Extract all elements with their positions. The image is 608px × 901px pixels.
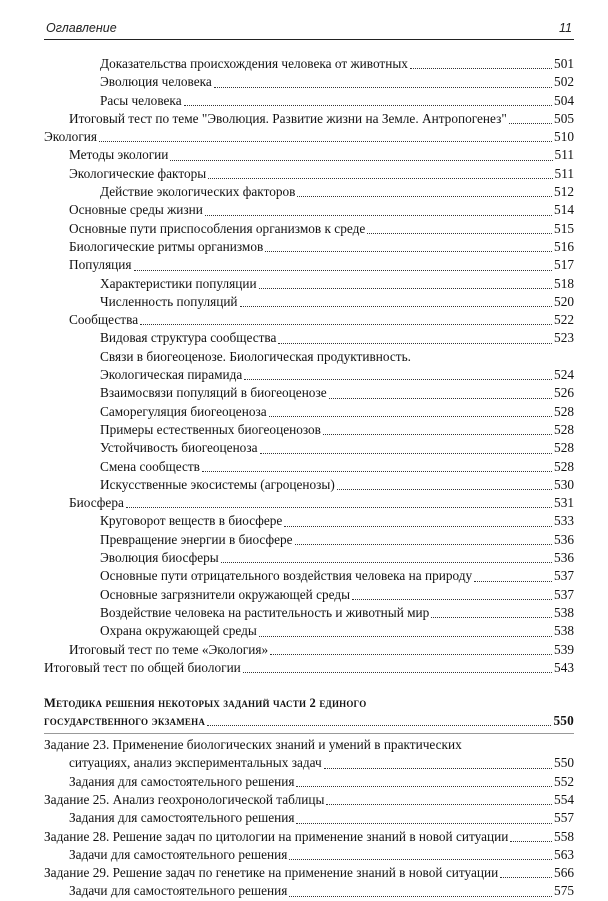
- toc-entry[interactable]: [44, 549, 574, 567]
- toc-entry-page: 505: [554, 110, 574, 126]
- toc-entry-text: Примеры естественных биогеоценозов: [100, 421, 321, 437]
- toc-entry-text: Основные загрязнители окружающей среды: [100, 586, 351, 602]
- toc-entry-page: 523: [554, 330, 574, 346]
- toc-entry-text: Основные пути отрицательного воздействия человека на природу: [100, 568, 473, 584]
- toc-leader-dots: [296, 823, 552, 824]
- toc-leader-dots: [259, 636, 552, 637]
- toc-entry-page: 536: [554, 550, 574, 566]
- toc-entry-page: 537: [554, 586, 574, 602]
- toc-leader-dots: [265, 251, 552, 252]
- toc-leader-dots: [269, 416, 552, 417]
- toc-entry-page: 557: [554, 810, 574, 826]
- toc-entry-page: 515: [554, 220, 574, 236]
- toc-group-evolution-ecology: [44, 55, 574, 348]
- toc-entry-text: Задание 29. Решение задач по генетике на применение знаний в новой ситуации: [44, 865, 499, 881]
- toc-entry-text-line2: ситуациях, анализ экспериментальных задач: [69, 755, 322, 771]
- toc-entry[interactable]: [44, 604, 574, 622]
- toc-leader-dots: [208, 178, 552, 179]
- toc-leader-dots: [207, 725, 551, 726]
- toc-entry-text: Задание 25. Анализ геохронологической таблицы: [44, 791, 325, 807]
- toc-entry-page: 538: [554, 623, 574, 639]
- toc-leader-dots: [243, 672, 552, 673]
- toc-entry-page: 518: [554, 275, 574, 291]
- toc-leader-dots: [205, 215, 552, 216]
- toc-leader-dots: [474, 581, 552, 582]
- toc-leader-dots: [184, 105, 552, 106]
- toc-entry-text: Характеристики популяции: [100, 275, 257, 291]
- toc-entry-page: 554: [554, 791, 574, 807]
- toc-entry[interactable]: [44, 55, 574, 73]
- toc-entry[interactable]: [44, 512, 574, 530]
- toc-leader-dots: [259, 288, 552, 289]
- toc-entry-text: Задание 28. Решение задач по цитологии на применение знаний в новой ситуации: [44, 828, 509, 844]
- toc-leader-dots: [295, 544, 552, 545]
- toc-entry-page: 528: [554, 403, 574, 419]
- toc-entry-page: 530: [554, 476, 574, 492]
- toc-entry[interactable]: [44, 458, 574, 476]
- toc-entry-task-23[interactable]: [44, 736, 574, 773]
- toc-entry-page: 566: [554, 865, 574, 881]
- toc-leader-dots: [289, 896, 552, 897]
- toc-entry-text: Задания для самостоятельного решения: [69, 810, 295, 826]
- toc-entry-text: Круговорот веществ в биосфере: [100, 513, 283, 529]
- toc-entry-text: Популяция: [69, 257, 132, 273]
- section-title-line1: Методика решения некоторых заданий части 2 единого: [44, 696, 367, 711]
- toc-leader-dots: [221, 562, 552, 563]
- toc-entry-page: 510: [554, 129, 574, 145]
- toc-entry-text: Искусственные экосистемы (агроценозы): [100, 476, 335, 492]
- toc-entry-page: 558: [554, 828, 574, 844]
- toc-entry[interactable]: [44, 110, 574, 128]
- toc-leader-dots: [323, 434, 552, 435]
- toc-entry[interactable]: [44, 531, 574, 549]
- toc-entry-page: 539: [554, 641, 574, 657]
- toc-entry-page: 526: [554, 385, 574, 401]
- toc-entry-page: 531: [554, 495, 574, 511]
- toc-entry[interactable]: [44, 494, 574, 512]
- toc-leader-dots: [214, 87, 552, 88]
- toc-entry[interactable]: [44, 73, 574, 91]
- toc-entry-page: 522: [554, 312, 574, 328]
- toc-entry-text: Превращение энергии в биосфере: [100, 531, 293, 547]
- toc-leader-dots: [99, 141, 552, 142]
- toc-leader-dots: [352, 599, 552, 600]
- toc-leader-dots: [140, 324, 552, 325]
- toc-entry-text: Доказательства происхождения человека от животных: [100, 56, 408, 71]
- toc-group-biosphere: [44, 384, 574, 677]
- toc-entry-page: 575: [554, 883, 574, 899]
- toc-entry-text: Задания для самостоятельного решения: [69, 773, 295, 789]
- toc-leader-dots: [134, 270, 553, 271]
- toc-leader-dots: [337, 489, 552, 490]
- toc-entry[interactable]: [44, 864, 574, 882]
- toc-leader-dots: [326, 804, 552, 805]
- toc-leader-dots: [329, 398, 552, 399]
- toc-entry[interactable]: [44, 329, 574, 347]
- toc-entry-page: 533: [554, 513, 574, 529]
- toc-entry[interactable]: [44, 846, 574, 864]
- toc-group-tasks: [44, 773, 574, 901]
- toc-entry-text: Устойчивость биогеоценоза: [100, 440, 258, 456]
- toc-entry-page: 537: [554, 568, 574, 584]
- toc-entry-page: 528: [554, 440, 574, 456]
- toc-entry-text: Экология: [44, 129, 98, 145]
- toc-entry-text: Эволюция человека: [100, 74, 212, 90]
- toc-entry[interactable]: [44, 403, 574, 421]
- toc-leader-dots: [500, 877, 552, 878]
- toc-entry-page: 514: [554, 202, 574, 218]
- toc-entry-page: 550: [554, 755, 574, 771]
- toc-entry-text: Саморегуляция биогеоценоза: [100, 403, 267, 419]
- toc-entry-page: 517: [554, 257, 574, 273]
- toc-entry-text-line2: Экологическая пирамида: [100, 367, 243, 383]
- toc-leader-dots: [297, 196, 552, 197]
- toc-entry-text: Взаимосвязи популяций в биогеоценозе: [100, 385, 327, 401]
- toc-section-methodology[interactable]: [44, 694, 574, 730]
- toc-entry-page: 528: [554, 421, 574, 437]
- toc-entry[interactable]: [44, 146, 574, 164]
- toc-leader-dots: [509, 123, 552, 124]
- toc-entry-text: Биосфера: [69, 495, 124, 511]
- toc-leader-dots: [202, 471, 552, 472]
- toc-entry[interactable]: [44, 384, 574, 402]
- toc-entry-page: 538: [554, 604, 574, 620]
- toc-entry[interactable]: [44, 421, 574, 439]
- toc-entry-text: Основные пути приспособления организмов к среде: [69, 220, 366, 236]
- toc-entry[interactable]: [44, 201, 574, 219]
- toc-entry[interactable]: [44, 311, 574, 329]
- toc-entry[interactable]: [44, 586, 574, 604]
- table-of-contents: [44, 55, 574, 901]
- section-page: 550: [553, 712, 574, 728]
- toc-leader-dots: [410, 68, 552, 69]
- toc-entry[interactable]: [44, 476, 574, 494]
- toc-entry[interactable]: [44, 641, 574, 659]
- toc-entry[interactable]: [44, 773, 574, 791]
- toc-entry-text-line1: Задание 23. Применение биологических знаний и умений в практических: [44, 737, 462, 753]
- toc-entry-text: Смена сообществ: [100, 458, 200, 474]
- toc-entry-text: Методы экологии: [69, 147, 169, 163]
- toc-entry[interactable]: [44, 165, 574, 183]
- toc-entry-text: Экологические факторы: [69, 165, 207, 181]
- toc-entry-text: Сообщества: [69, 312, 139, 328]
- toc-entry[interactable]: [44, 238, 574, 256]
- toc-entry[interactable]: [44, 256, 574, 274]
- toc-entry-text: Итоговый тест по теме "Эволюция. Развитие жизни на Земле. Антропогенез": [69, 110, 507, 126]
- section-title-line2: государственного экзамена: [44, 713, 206, 728]
- toc-entry-page: 552: [554, 773, 574, 789]
- toc-entry-text: Воздействие человека на растительность и животный мир: [100, 604, 430, 620]
- toc-entry-page: 536: [554, 531, 574, 547]
- toc-entry-text: Эволюция биосферы: [100, 550, 219, 566]
- toc-entry-text: Расы человека: [100, 92, 182, 108]
- toc-leader-dots: [278, 343, 552, 344]
- toc-leader-dots: [289, 859, 552, 860]
- toc-leader-dots: [510, 841, 552, 842]
- toc-entry[interactable]: [44, 567, 574, 585]
- toc-leader-dots: [260, 453, 553, 454]
- toc-leader-dots: [244, 379, 552, 380]
- page-number: 11: [559, 21, 572, 35]
- toc-entry-page: 516: [554, 238, 574, 254]
- toc-entry[interactable]: [44, 882, 574, 900]
- toc-entry[interactable]: [44, 791, 574, 809]
- toc-leader-dots: [240, 306, 552, 307]
- toc-entry[interactable]: [44, 439, 574, 457]
- toc-entry-text: Действие экологических факторов: [100, 184, 296, 200]
- toc-entry-text: Основные среды жизни: [69, 202, 203, 218]
- toc-entry-page: 502: [554, 74, 574, 90]
- toc-entry-text: Численность популяций: [100, 293, 238, 309]
- toc-entry[interactable]: [44, 622, 574, 640]
- toc-entry-page: 528: [554, 458, 574, 474]
- toc-entry[interactable]: [44, 220, 574, 238]
- toc-entry[interactable]: [44, 183, 574, 201]
- toc-leader-dots: [270, 654, 552, 655]
- toc-leader-dots: [367, 233, 552, 234]
- toc-entry[interactable]: [44, 128, 574, 146]
- toc-entry-page: 563: [554, 846, 574, 862]
- toc-entry[interactable]: [44, 809, 574, 827]
- running-header: [44, 20, 574, 40]
- toc-entry-page: 524: [554, 367, 574, 383]
- toc-leader-dots: [431, 617, 552, 618]
- toc-leader-dots: [126, 507, 552, 508]
- toc-entry-text: Видовая структура сообщества: [100, 330, 277, 346]
- toc-entry[interactable]: [44, 275, 574, 293]
- toc-leader-dots: [284, 526, 552, 527]
- toc-entry-page: 501: [554, 56, 574, 71]
- toc-entry[interactable]: [44, 659, 574, 677]
- toc-entry-text: Задачи для самостоятельного решения: [69, 846, 288, 862]
- toc-entry-page: 512: [554, 184, 574, 200]
- toc-entry-text: Биологические ритмы организмов: [69, 238, 264, 254]
- toc-entry[interactable]: [44, 293, 574, 311]
- toc-entry-text: Итоговый тест по общей биологии: [44, 659, 241, 675]
- toc-leader-dots: [170, 160, 552, 161]
- running-header-title: Оглавление: [46, 21, 117, 35]
- toc-entry[interactable]: [44, 92, 574, 110]
- toc-entry-text: Задачи для самостоятельного решения: [69, 883, 288, 899]
- toc-entry-biocenosis-links[interactable]: [44, 348, 574, 385]
- toc-entry-page: 511: [554, 147, 574, 163]
- toc-entry-text: Итоговый тест по теме «Экология»: [69, 641, 269, 657]
- toc-leader-dots: [324, 768, 552, 769]
- toc-leader-dots: [296, 786, 552, 787]
- toc-entry-page: 543: [554, 659, 574, 675]
- toc-entry-page: 511: [554, 165, 574, 181]
- toc-entry-text: Охрана окружающей среды: [100, 623, 257, 639]
- section-divider: [44, 733, 574, 734]
- toc-entry-page: 504: [554, 92, 574, 108]
- toc-entry-text-line1: Связи в биогеоценозе. Биологическая продуктивность.: [100, 348, 411, 364]
- toc-entry[interactable]: [44, 828, 574, 846]
- toc-entry-page: 520: [554, 293, 574, 309]
